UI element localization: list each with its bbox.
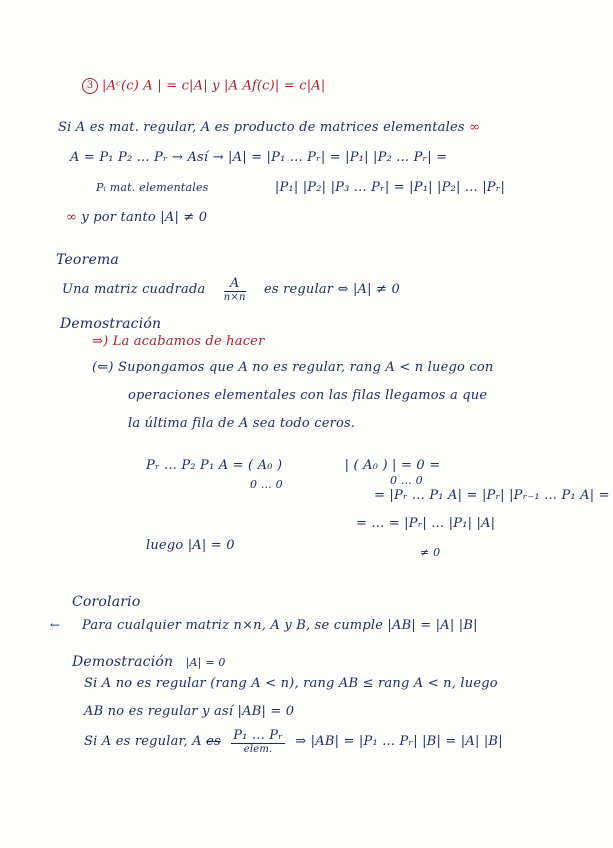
corollary-heading xyxy=(72,594,141,610)
struck-word: es xyxy=(206,734,221,749)
theorem-text-a: Una matriz cuadrada xyxy=(62,282,206,297)
matrix-nxn-fraction xyxy=(224,276,246,303)
line-property-3 xyxy=(82,78,325,94)
line-corollary-proof xyxy=(72,654,226,670)
line-ab-not-regular xyxy=(84,704,294,719)
line-nonregular-case xyxy=(84,676,498,691)
proof-heading xyxy=(60,316,161,332)
zero-row-subscript-text: 0 ... 0 xyxy=(250,478,283,491)
elementary-note-text: Pᵢ mat. elementales xyxy=(96,181,209,194)
theorem-heading-text: Teorema xyxy=(56,252,119,268)
ab-not-regular-text: AB no es regular y así |AB| = 0 xyxy=(84,704,295,719)
zero-row-subscript-2 xyxy=(390,474,423,487)
nonzero-note xyxy=(420,546,440,559)
line-elementary-note xyxy=(96,180,505,195)
line-corollary-statement xyxy=(82,618,478,633)
det-zero-note: |A| = 0 xyxy=(185,656,226,669)
line-determinant-product xyxy=(356,516,495,531)
line-elementary-operations xyxy=(128,388,487,403)
reduced-matrix-text: Pᵣ ... P₂ P₁ A = ( A₀ ) xyxy=(146,458,283,473)
therefore-text: y por tanto |A| ≠ 0 xyxy=(81,210,208,225)
margin-arrow-mark xyxy=(50,618,60,632)
elementary-product-fraction xyxy=(231,728,285,755)
line-regular-product xyxy=(58,120,480,135)
line-regular-case xyxy=(84,728,503,755)
proof-heading-text: Demostración xyxy=(60,316,162,332)
line-product-expansion xyxy=(70,150,447,165)
nonzero-note-text: ≠ 0 xyxy=(420,546,441,559)
line-reverse-direction xyxy=(92,360,493,375)
theorem-text-b: es regular ⇔ |A| ≠ 0 xyxy=(264,282,400,297)
elementary-operations-text: operaciones elementales con las filas llegamos a que xyxy=(128,388,488,403)
line-conclusion xyxy=(146,538,235,553)
corollary-proof-heading: Demostración xyxy=(72,654,174,670)
margin-arrow-text: ← xyxy=(50,618,61,632)
corollary-statement-text: Para cualquier matriz n×n, A y B, se cumple |AB| = |A| |B| xyxy=(82,618,478,633)
property-3-text: |Aᶜ(c) A | = c|A| y |A Af(c)| = c|A| xyxy=(102,78,326,94)
line-reduced-matrix xyxy=(146,458,440,473)
elementary-product-label: P₁ ... Pᵣ xyxy=(233,728,283,743)
zero-row-subscript xyxy=(250,478,283,491)
determinant-zero-text: | ( A₀ ) | = 0 = xyxy=(344,458,441,473)
regular-product-text: Si A es mat. regular, A es producto de matrices elementales xyxy=(58,120,465,135)
regular-case-text: Si A es regular, A xyxy=(84,734,202,749)
forward-direction-text: ⇒) La acabamos de hacer xyxy=(92,334,265,349)
line-determinant-chain xyxy=(374,488,610,503)
item-number-badge: 3 xyxy=(82,78,98,94)
nonregular-case-text: Si A no es regular (rang A < n), rang AB ≤ rang A < n, luego xyxy=(84,676,498,691)
matrix-dim-label: n×n xyxy=(223,292,246,303)
infinity-mark: ∞ xyxy=(469,120,481,135)
elementary-label: elem. xyxy=(243,744,273,755)
regular-case-result: ⇒ |AB| = |P₁ ... Pᵣ| |B| = |A| |B| xyxy=(295,734,503,749)
product-expansion-text: A = P₁ P₂ ... Pᵣ → Así → |A| = |P₁ ... Pᵣ| = |P₁| |P₂ ... Pᵣ| = xyxy=(70,150,448,165)
determinant-chain-text: = |Pᵣ ... P₁ A| = |Pᵣ| |Pᵣ₋₁ ... P₁ A| = xyxy=(374,488,610,503)
product-continued-text: |P₁| |P₂| |P₃ ... Pᵣ| = |P₁| |P₂| ... |Pᵣ| xyxy=(274,180,506,195)
last-row-zero-text: la última fila de A sea todo ceros. xyxy=(128,416,356,431)
conclusion-text: luego |A| = 0 xyxy=(146,538,235,553)
line-theorem-statement xyxy=(62,276,400,303)
line-forward-direction xyxy=(92,334,264,349)
determinant-product-text: = ... = |Pᵣ| ... |P₁| |A| xyxy=(356,516,496,531)
theorem-heading xyxy=(56,252,119,268)
matrix-a-label: A xyxy=(224,276,246,292)
line-last-row-zero xyxy=(128,416,355,431)
reverse-direction-text: (⇐) Supongamos que A no es regular, rang A < n luego con xyxy=(92,360,494,375)
corollary-heading-text: Corolario xyxy=(72,594,141,610)
line-therefore xyxy=(66,210,207,225)
zero-row-subscript-2-text: 0 ... 0 xyxy=(390,474,423,487)
infinity-mark-2: ∞ xyxy=(66,210,78,225)
